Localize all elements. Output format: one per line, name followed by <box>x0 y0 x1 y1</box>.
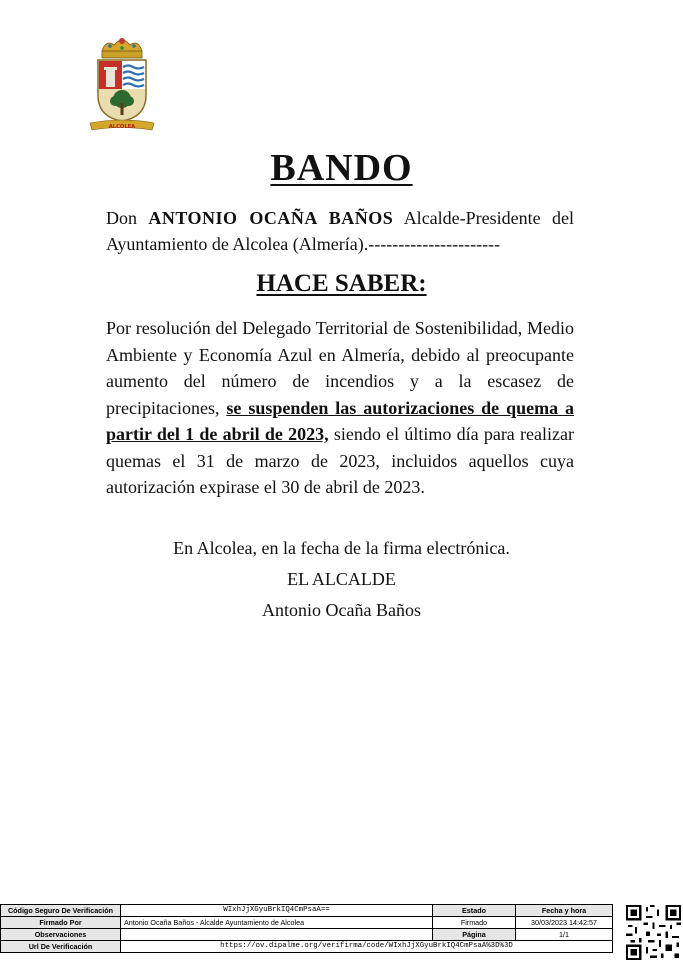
fecha-label: Fecha y hora <box>516 905 613 917</box>
qr-code-icon[interactable] <box>626 905 681 960</box>
place-date-line: En Alcolea, en la fecha de la firma electrónica. <box>173 538 510 558</box>
body-paragraph <box>106 315 574 501</box>
table-row <box>1 905 613 917</box>
fecha-value: 30/03/2023 14:42:57 <box>516 917 613 929</box>
observaciones-label: Observaciones <box>1 929 121 941</box>
intro-lead: Don <box>106 208 137 228</box>
csv-label: Código Seguro De Verificación <box>1 905 121 917</box>
section-heading: HACE SABER: <box>256 270 427 297</box>
table-row <box>1 917 613 929</box>
body-text-part2: siendo el último día para realizar quemas el 31 de marzo de 2023, incluidos aquellos cuya autorización expirase el 30 de abril de 2023. <box>106 424 574 497</box>
crown-icon <box>102 38 142 58</box>
crest-caption: ALCOLEA <box>108 124 136 130</box>
observaciones-value <box>121 929 433 941</box>
estado-value: Firmado <box>433 917 516 929</box>
verification-table <box>0 904 613 953</box>
pagina-value: 1/1 <box>516 929 613 941</box>
body-text-part1: Por resolución del Delegado Territorial de Sostenibilidad, Medio Ambiente y Economía Azul en Almería, debido al preocupante aumento del número de incendios y a la escasez de precipitaciones, <box>106 318 574 418</box>
pagina-label: Página <box>433 929 516 941</box>
intro-paragraph <box>106 205 574 257</box>
signer-position: EL ALCALDE <box>287 569 396 589</box>
body-emphasis: se suspenden las autorizaciones de quema a partir del 1 de abril de 2023, <box>106 397 575 444</box>
url-label: Url De Verificación <box>1 941 121 953</box>
intro-role: Alcalde-Presidente del Ayuntamiento de Alcolea (Almería).---------------------- <box>106 208 574 254</box>
municipal-crest-logo <box>86 37 158 133</box>
mayor-name: ANTONIO OCAÑA BAÑOS <box>148 208 394 228</box>
table-row <box>1 941 613 953</box>
firmado-por-label: Firmado Por <box>1 917 121 929</box>
estado-label: Estado <box>433 905 516 917</box>
document-title: BANDO <box>270 147 413 189</box>
verification-url[interactable]: https://ov.dipalme.org/verifirma/code/WIxhJjXGyuBrkIQ4CmPsaA%3D%3D <box>121 941 613 953</box>
table-row <box>1 929 613 941</box>
signer-name: Antonio Ocaña Baños <box>262 600 421 620</box>
firmado-por-value: Antonio Ocaña Baños - Alcalde Ayuntamiento de Alcolea <box>121 917 433 929</box>
csv-value: WIxhJjXGyuBrkIQ4CmPsaA== <box>121 905 433 917</box>
